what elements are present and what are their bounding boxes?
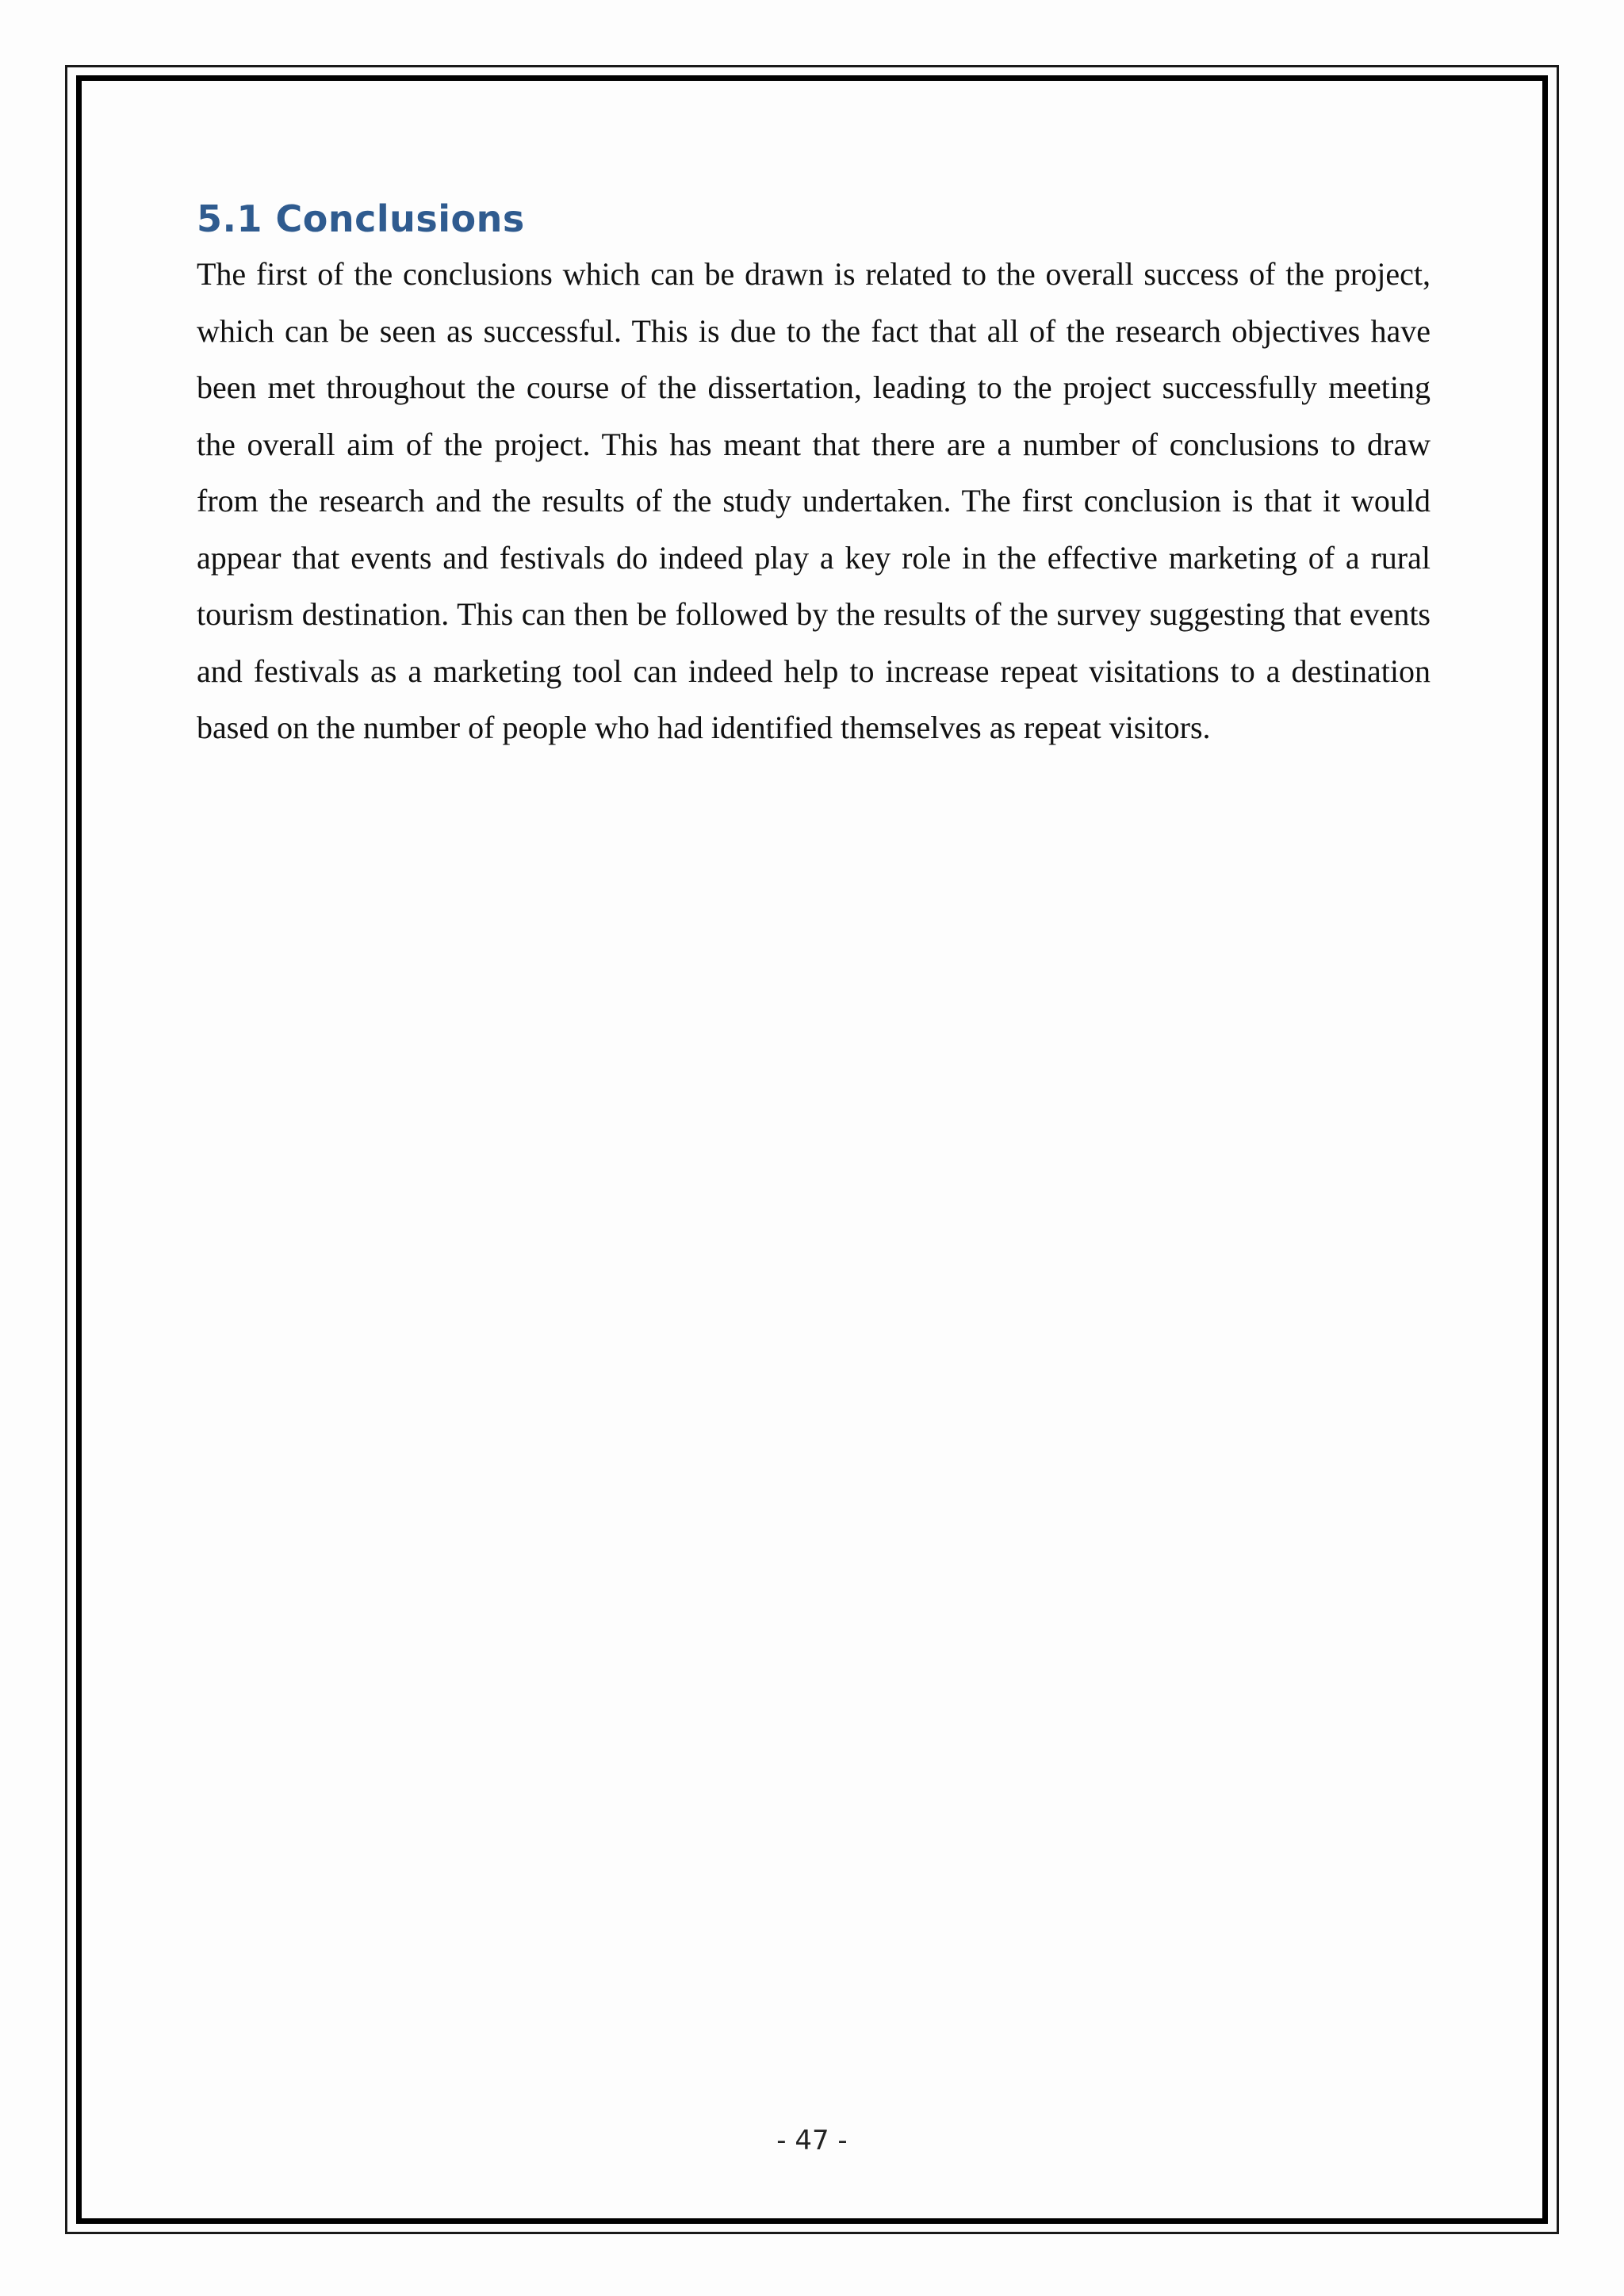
page-number: - 47 -	[776, 2125, 848, 2156]
section-paragraph: The first of the conclusions which can be drawn is related to the overall success of the project, which can be seen as successful. This is due to the fact that all of the research objectives have been met throughout the course of the dissertation, leading to the project successfully meeting the overall aim of the project. This has meant that there are a number of conclusions to draw from the research and the results of the study undertaken. The first conclusion is that it would appear that events and festivals do indeed play a key role in the effective marketing of a rural tourism destination. This can then be followed by the results of the survey suggesting that events and festivals as a marketing tool can indeed help to increase repeat visitations to a destination based on the number of people who had identified themselves as repeat visitors.	[197, 256, 1431, 745]
page-content	[197, 184, 1431, 756]
section-heading: 5.1 Conclusions	[197, 197, 525, 240]
